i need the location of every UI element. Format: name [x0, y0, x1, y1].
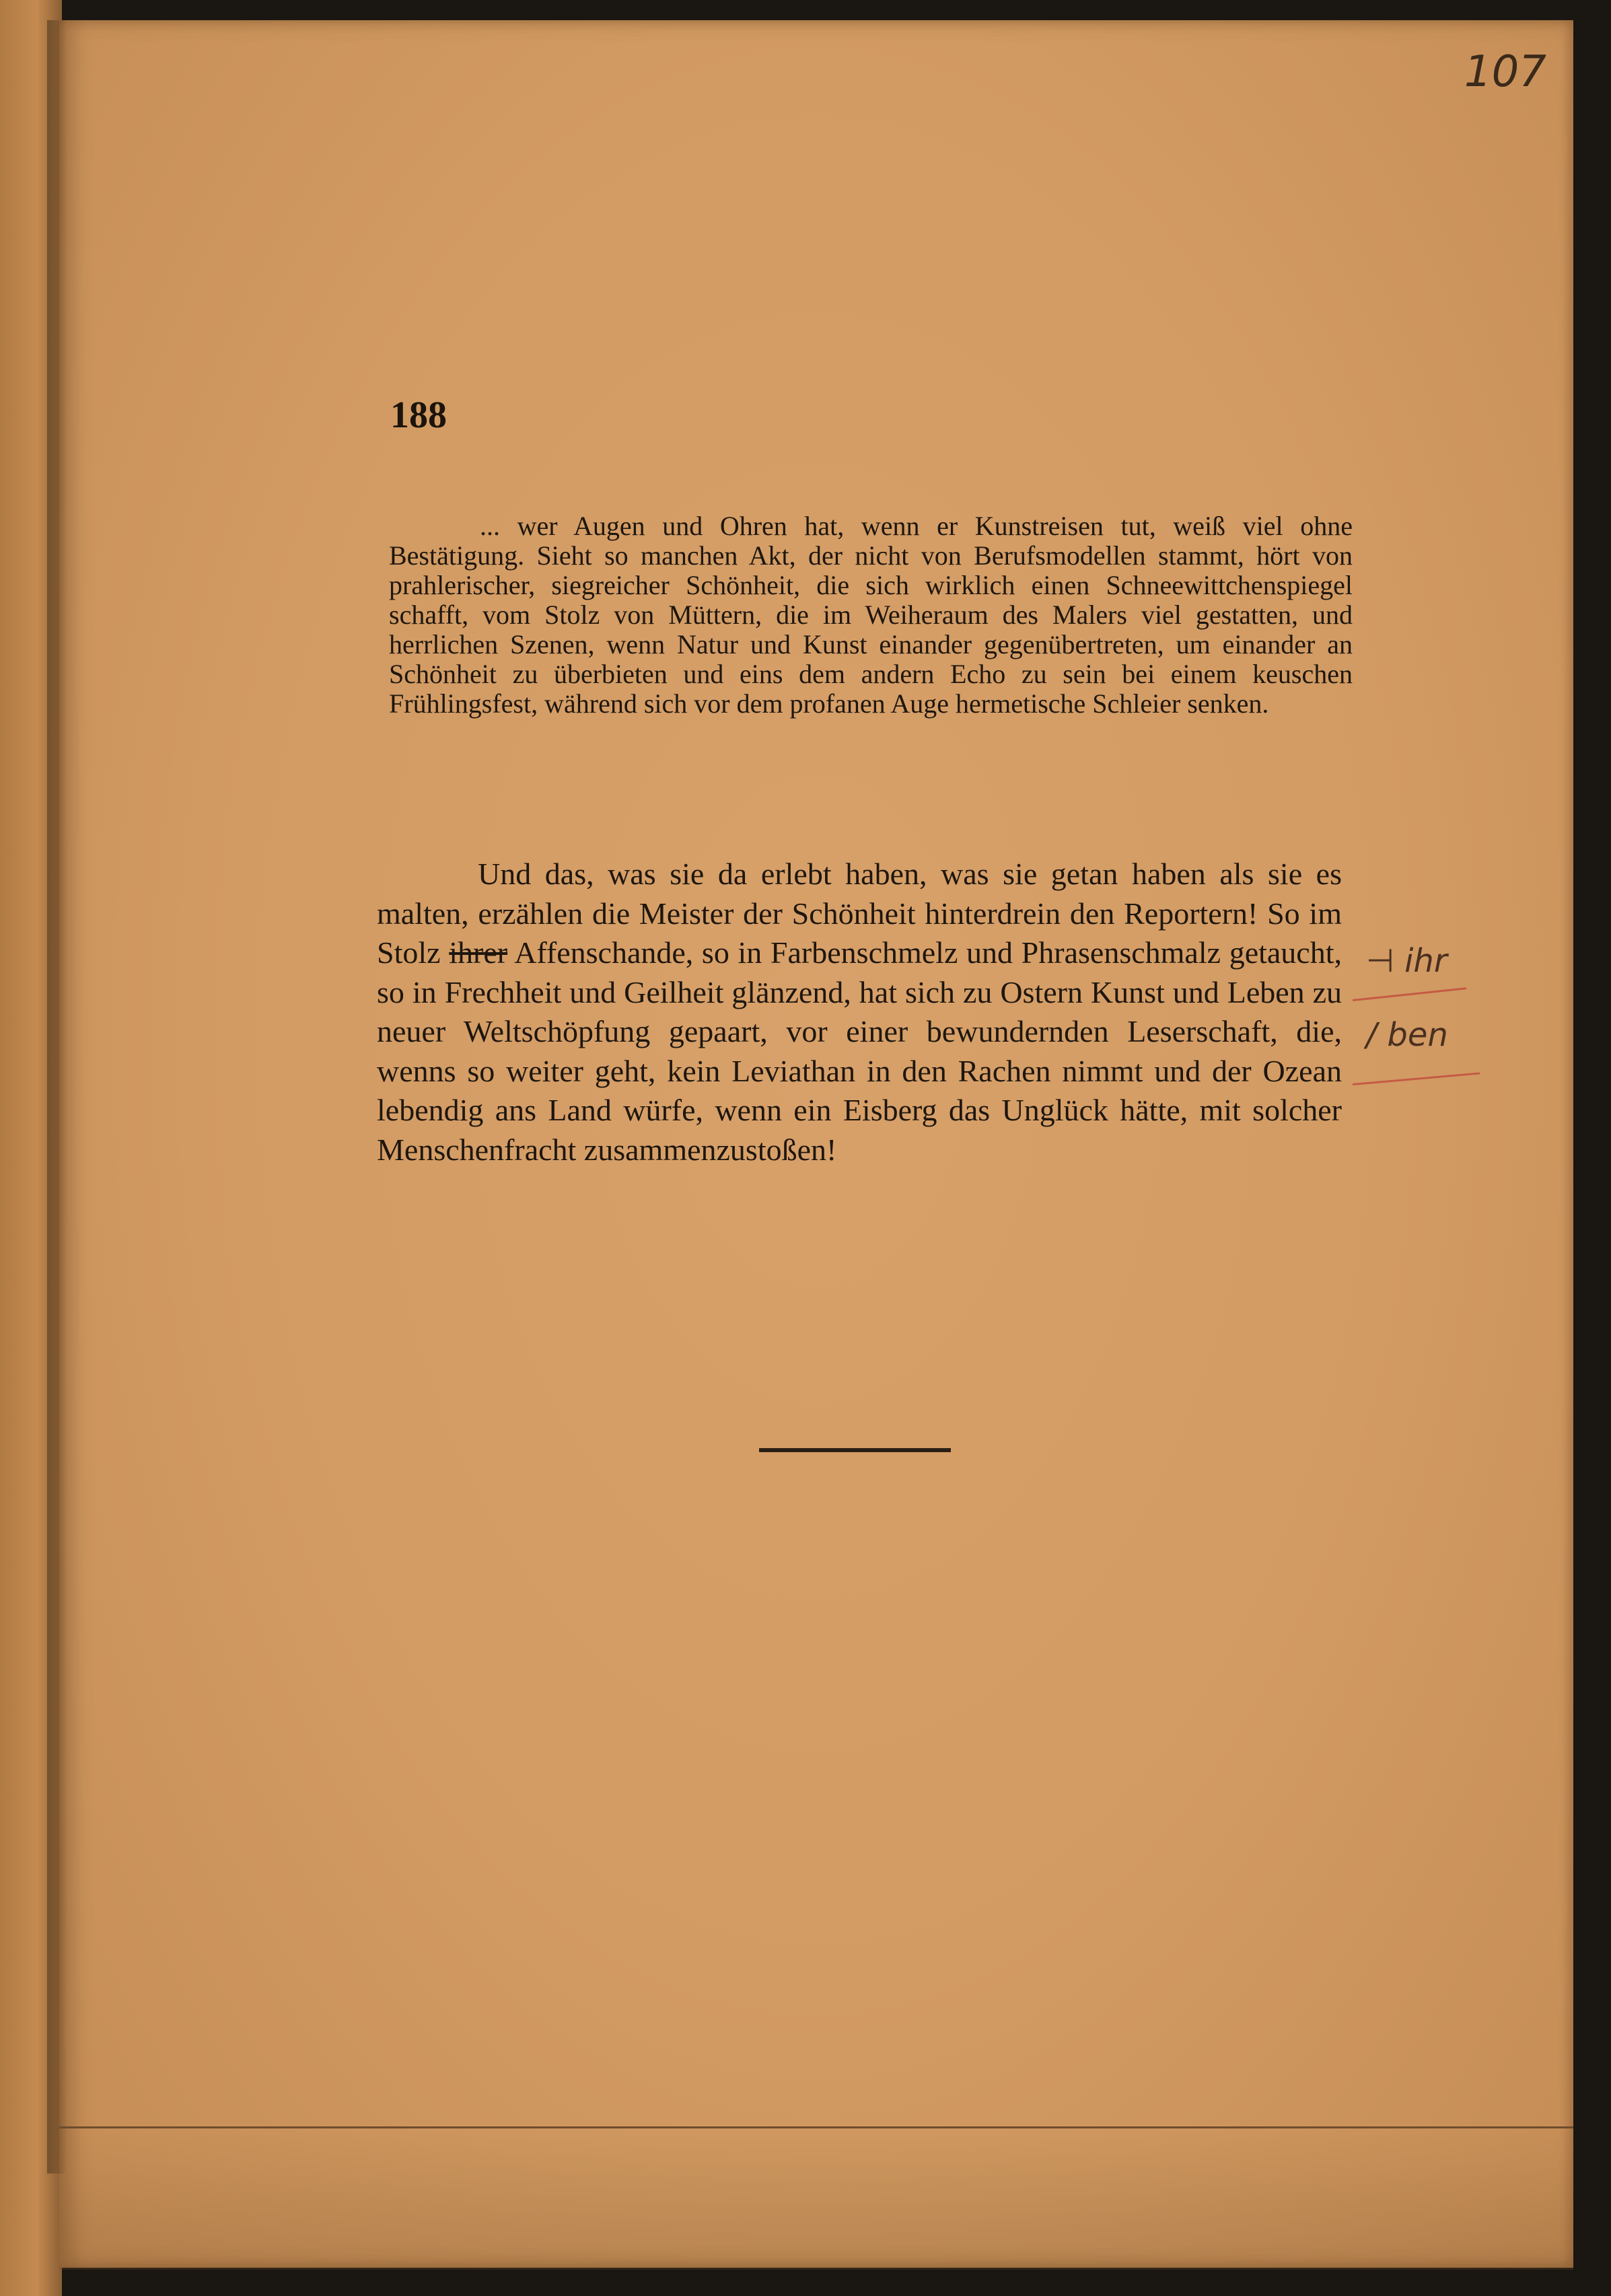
- page-bottom-edge: [59, 2126, 1573, 2270]
- margin-correction-note-2: / ben: [1366, 1016, 1448, 1054]
- book-gutter: [47, 20, 67, 2174]
- page-number: 188: [390, 394, 447, 436]
- margin-correction-note-1: ⊣ ihr: [1366, 942, 1447, 980]
- corrected-word: hat: [859, 974, 897, 1009]
- quote-text: wer Augen und Ohren hat, wenn er Kunstreisen tut, weiß viel ohne Bestätigung. Sieht so manchen Akt, der nicht von Berufsmodellen stammt, hört von prahlerischer, siegreicher Schönheit, die sich wirklich einen Schneewittchenspiegel schafft, vom Stolz von Müttern, die im Weiheraum des Malers viel gestatten, und herrlichen Szenen, wenn Natur und Kunst einander gegenübertreten, um einander an Schönheit zu überbieten und eins dem andern Echo zu sein bei einem keuschen Frühlingsfest, während sich vor dem profanen Auge hermetische Schleier senken.: [389, 511, 1353, 719]
- paragraph-text-part1: Und das, was sie da erlebt haben, was sie getan haben als sie es malten, erzählen die Meister der Schönheit hinterdrein den Reportern! So im Stolz: [377, 857, 1342, 970]
- quote-ellipsis: ...: [480, 511, 500, 541]
- struck-word: ihrer: [449, 935, 508, 970]
- paragraph-text-part3: sich zu Ostern Kunst und Leben zu neuer Weltschöpfung gepaart, vor einer bewundernden Leserschaft, die, wenns so weiter geht, kein Leviathan in den Rachen nimmt und der Ozean lebendig ans Land würfe, wenn ein Eisberg das Unglück hätte, mit solcher Menschenfracht zusammenzustoßen!: [377, 974, 1342, 1167]
- handwritten-folio-number: 107: [1464, 47, 1546, 97]
- main-paragraph: [377, 855, 1342, 1170]
- quoted-passage: [389, 511, 1353, 719]
- paragraph-text-part2: Affenschande, so in Farbenschmelz und Phrasenschmalz getaucht, so in Frechheit und Geilheit glänzend,: [377, 935, 1342, 1009]
- section-end-rule: [759, 1448, 951, 1452]
